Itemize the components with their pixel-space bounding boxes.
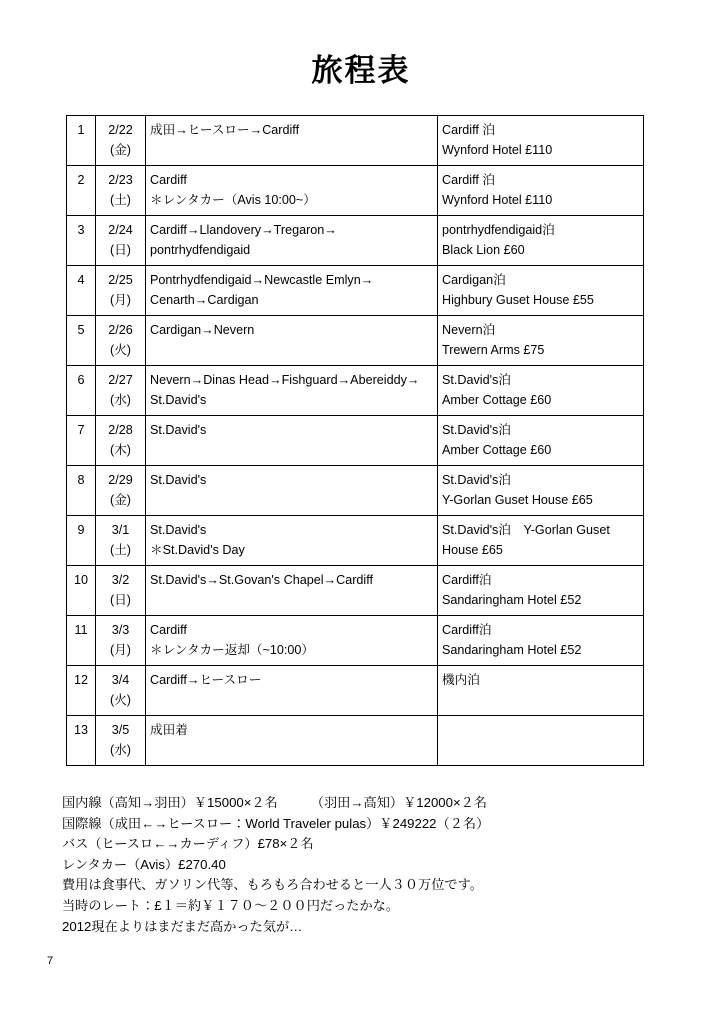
row-date-cell-content	[96, 516, 145, 565]
text-line: 3/3	[111, 623, 130, 637]
note-line: 費用は食事代、ガソリン代等、もろもろ合わせると一人３０万位です。	[62, 877, 483, 893]
row-number-cell-content	[67, 666, 95, 715]
row-number-cell-content	[67, 266, 95, 315]
table-row	[67, 116, 644, 166]
row-date-cell-content	[96, 416, 145, 465]
row-date-cell-content	[96, 616, 145, 665]
text-line: Pontrhydfendigaid→Newcastle Emlyn→	[150, 273, 374, 287]
note-line: バス（ヒースロ←→カーディフ）£78×２名	[62, 836, 314, 852]
row-activity-cell-content	[146, 366, 437, 415]
row-stay-cell	[438, 616, 644, 666]
row-activity-cell	[146, 166, 438, 216]
row-number-cell-content	[67, 466, 95, 515]
row-activity-cell	[146, 266, 438, 316]
text-line: 2/29	[108, 473, 133, 487]
text-line: Cardiff→ヒースロー	[150, 673, 262, 687]
row-number-cell-content	[67, 116, 95, 165]
text-line: (土)	[110, 193, 131, 207]
text-line: Cardiff泊	[442, 573, 492, 587]
text-line: Trewern Arms £75	[442, 343, 545, 357]
row-stay-cell	[438, 566, 644, 616]
row-activity-cell	[146, 316, 438, 366]
text-line: (月)	[110, 293, 131, 307]
row-stay-cell-content	[438, 516, 643, 565]
row-date-cell-content	[96, 116, 145, 165]
row-stay-cell	[438, 366, 644, 416]
itinerary-table-body	[67, 116, 644, 766]
text-line: 2	[77, 173, 85, 187]
text-line: 3/5	[111, 723, 130, 737]
row-date-cell	[96, 716, 146, 766]
text-line: St.David's	[150, 423, 207, 437]
note-line: 2012現在よりはまだまだ高かった気が…	[62, 918, 303, 934]
row-number-cell	[67, 466, 96, 516]
text-line: pontrhydfendigaid泊	[442, 223, 555, 237]
row-activity-cell	[146, 466, 438, 516]
text-line: ＊St.David's Day	[150, 543, 245, 557]
text-line: (日)	[110, 593, 131, 607]
text-line: Wynford Hotel £110	[442, 143, 553, 157]
table-row	[67, 466, 644, 516]
table-row	[67, 366, 644, 416]
text-line: 成田着	[150, 723, 188, 737]
row-number-cell	[67, 616, 96, 666]
text-line: Nevern→Dinas Head→Fishguard→Abereiddy→	[150, 373, 420, 387]
row-number-cell-content	[67, 216, 95, 265]
table-row	[67, 616, 644, 666]
table-row	[67, 516, 644, 566]
row-number-cell	[67, 366, 96, 416]
row-stay-cell-content	[438, 616, 643, 665]
text-line: 13	[73, 723, 88, 737]
text-line: 3/4	[111, 673, 130, 687]
text-line: Cardiff→Llandovery→Tregaron→	[150, 223, 337, 237]
text-line: 12	[73, 673, 88, 687]
text-line: Nevern泊	[442, 323, 496, 337]
text-line: St.David's	[150, 523, 207, 537]
row-date-cell-content	[96, 716, 145, 765]
text-line: 4	[77, 273, 85, 287]
cost-notes	[62, 793, 489, 937]
table-row	[67, 266, 644, 316]
row-stay-cell-content	[438, 216, 643, 265]
text-line: ＊レンタカー返却（~10:00）	[150, 643, 314, 657]
row-activity-cell-content	[146, 716, 437, 765]
row-date-cell-content	[96, 266, 145, 315]
text-line: Black Lion £60	[442, 243, 525, 257]
row-activity-cell-content	[146, 216, 437, 265]
text-line	[442, 720, 640, 760]
row-activity-cell	[146, 616, 438, 666]
row-date-cell-content	[96, 366, 145, 415]
text-line: Cardiff 泊	[442, 173, 495, 187]
table-row	[67, 566, 644, 616]
row-activity-cell-content	[146, 266, 437, 315]
row-date-cell	[96, 516, 146, 566]
text-line: 9	[77, 523, 85, 537]
row-number-cell	[67, 266, 96, 316]
row-date-cell	[96, 266, 146, 316]
text-line: Sandaringham Hotel £52	[442, 643, 582, 657]
text-line: (木)	[110, 443, 131, 457]
note-line: 国内線（高知→羽田）￥15000×２名 （羽田→高知）￥12000×２名	[62, 795, 488, 810]
row-date-cell-content	[96, 566, 145, 615]
row-number-cell-content	[67, 616, 95, 665]
row-stay-cell	[438, 416, 644, 466]
table-row	[67, 166, 644, 216]
row-number-cell	[67, 416, 96, 466]
row-date-cell	[96, 616, 146, 666]
row-stay-cell-content	[438, 566, 643, 615]
row-stay-cell	[438, 216, 644, 266]
text-line: 5	[77, 323, 85, 337]
row-number-cell	[67, 716, 96, 766]
row-date-cell	[96, 316, 146, 366]
text-line: Highbury Guset House £55	[442, 293, 594, 307]
text-line: (月)	[110, 643, 131, 657]
row-number-cell	[67, 666, 96, 716]
row-date-cell	[96, 366, 146, 416]
row-date-cell	[96, 216, 146, 266]
text-line: House £65	[442, 543, 503, 557]
text-line: Wynford Hotel £110	[442, 193, 553, 207]
row-activity-cell-content	[146, 316, 437, 365]
text-line: 3	[77, 223, 85, 237]
row-stay-cell	[438, 316, 644, 366]
text-line: St.David's泊	[442, 473, 511, 487]
text-line: Cardigan→Nevern	[150, 323, 255, 337]
row-stay-cell	[438, 516, 644, 566]
text-line: 1	[77, 123, 85, 137]
text-line: St.David's泊	[442, 423, 511, 437]
text-line: (火)	[110, 343, 131, 357]
text-line: St.David's	[150, 473, 207, 487]
row-number-cell	[67, 566, 96, 616]
text-line: 成田→ヒースロー→Cardiff	[150, 123, 300, 137]
row-activity-cell	[146, 366, 438, 416]
row-activity-cell-content	[146, 666, 437, 715]
row-stay-cell-content	[438, 366, 643, 415]
row-number-cell-content	[67, 516, 95, 565]
row-activity-cell-content	[146, 616, 437, 665]
row-activity-cell	[146, 216, 438, 266]
row-stay-cell-content	[438, 166, 643, 215]
note-line: 国際線（成田←→ヒースロー：World Traveler pulas）￥249222（２名）	[62, 815, 490, 831]
text-line: (日)	[110, 243, 131, 257]
table-row	[67, 666, 644, 716]
text-line: St.David's泊 Y-Gorlan Guset	[442, 523, 610, 537]
row-stay-cell	[438, 716, 644, 766]
row-activity-cell	[146, 516, 438, 566]
text-line: 2/23	[108, 173, 133, 187]
row-activity-cell-content	[146, 566, 437, 615]
text-line: 7	[77, 423, 85, 437]
row-number-cell	[67, 316, 96, 366]
table-row	[67, 216, 644, 266]
row-activity-cell	[146, 416, 438, 466]
row-stay-cell-content	[438, 716, 643, 765]
row-activity-cell	[146, 566, 438, 616]
text-line: (土)	[110, 543, 131, 557]
row-number-cell-content	[67, 716, 95, 765]
table-row	[67, 316, 644, 366]
row-stay-cell-content	[438, 116, 643, 165]
row-activity-cell	[146, 716, 438, 766]
row-stay-cell-content	[438, 266, 643, 315]
text-line: Cardiff	[150, 173, 187, 187]
row-number-cell-content	[67, 316, 95, 365]
text-line: St.David's→St.Govan's Chapel→Cardiff	[150, 573, 373, 587]
note-line: レンタカー（Avis）£270.40	[62, 856, 226, 872]
row-number-cell	[67, 216, 96, 266]
row-date-cell-content	[96, 216, 145, 265]
text-line: Amber Cottage £60	[442, 393, 552, 407]
row-activity-cell-content	[146, 416, 437, 465]
row-activity-cell-content	[146, 116, 437, 165]
row-stay-cell	[438, 466, 644, 516]
text-line: 2/26	[108, 323, 133, 337]
text-line: 6	[77, 373, 85, 387]
row-date-cell	[96, 166, 146, 216]
row-date-cell	[96, 416, 146, 466]
text-line: (金)	[110, 143, 131, 157]
row-date-cell	[96, 666, 146, 716]
row-number-cell-content	[67, 166, 95, 215]
row-stay-cell-content	[438, 466, 643, 515]
row-activity-cell-content	[146, 466, 437, 515]
text-line: (金)	[110, 493, 131, 507]
row-activity-cell	[146, 666, 438, 716]
row-date-cell-content	[96, 466, 145, 515]
text-line: 11	[74, 623, 88, 637]
text-line: 3/2	[111, 573, 130, 587]
text-line: Cardiff 泊	[442, 123, 495, 137]
row-date-cell	[96, 566, 146, 616]
row-stay-cell	[438, 666, 644, 716]
row-date-cell-content	[96, 316, 145, 365]
row-date-cell	[96, 466, 146, 516]
row-stay-cell	[438, 266, 644, 316]
row-stay-cell-content	[438, 666, 643, 715]
text-line: 3/1	[111, 523, 130, 537]
itinerary-table	[66, 115, 644, 766]
text-line: Y-Gorlan Guset House £65	[442, 493, 593, 507]
table-row	[67, 716, 644, 766]
row-number-cell-content	[67, 416, 95, 465]
row-activity-cell-content	[146, 516, 437, 565]
text-line: Cardiff	[150, 623, 187, 637]
row-activity-cell	[146, 116, 438, 166]
row-number-cell	[67, 166, 96, 216]
text-line: (水)	[110, 743, 131, 757]
row-date-cell-content	[96, 666, 145, 715]
row-date-cell	[96, 116, 146, 166]
text-line: Cardigan泊	[442, 273, 506, 287]
text-line: pontrhydfendigaid	[150, 243, 251, 257]
row-stay-cell-content	[438, 416, 643, 465]
text-line: ＊レンタカー（Avis 10:00~）	[150, 193, 316, 207]
text-line: 機内泊	[442, 673, 480, 687]
note-line: 当時のレート：£１＝約￥１７０～２００円だったかな。	[62, 897, 400, 913]
row-number-cell-content	[67, 566, 95, 615]
row-date-cell-content	[96, 166, 145, 215]
text-line: (火)	[110, 693, 131, 707]
text-line: 2/27	[108, 373, 133, 387]
row-number-cell-content	[67, 366, 95, 415]
page-title: 旅程表	[311, 53, 411, 88]
text-line: Cardiff泊	[442, 623, 492, 637]
row-stay-cell	[438, 116, 644, 166]
page-number: 7	[47, 955, 54, 967]
text-line: 2/28	[108, 423, 133, 437]
row-stay-cell-content	[438, 316, 643, 365]
text-line: 2/24	[108, 223, 133, 237]
row-stay-cell	[438, 166, 644, 216]
text-line: St.David's泊	[442, 373, 511, 387]
text-line: (水)	[110, 393, 131, 407]
text-line: 2/22	[108, 123, 133, 137]
text-line: Sandaringham Hotel £52	[442, 593, 582, 607]
text-line: 2/25	[108, 273, 133, 287]
text-line: 8	[77, 473, 85, 487]
table-row	[67, 416, 644, 466]
row-number-cell	[67, 116, 96, 166]
row-number-cell	[67, 516, 96, 566]
text-line: 10	[73, 573, 88, 587]
text-line: Amber Cottage £60	[442, 443, 552, 457]
text-line: St.David's	[150, 393, 207, 407]
row-activity-cell-content	[146, 166, 437, 215]
text-line: Cenarth→Cardigan	[150, 293, 259, 307]
